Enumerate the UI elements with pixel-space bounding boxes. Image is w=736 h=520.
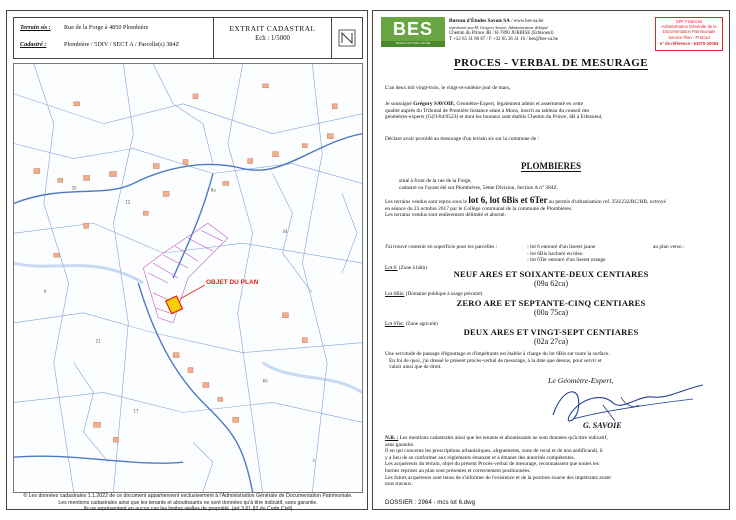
terrain-label: Terrain sis : xyxy=(20,24,51,31)
lot-6-code: (09a 62ca) xyxy=(534,279,568,288)
contenance-list xyxy=(527,244,605,264)
plan-label: OBJET DU PLAN xyxy=(206,279,259,286)
cadastral-footer xyxy=(13,493,363,513)
notes-text: y a lieu de se conformer aux règlements émanant et à émaner des autorités compétentes. xyxy=(385,454,575,461)
notes-text: Les futurs acquéreurs sont tenus de s'informer de l'existence et de la position exacte des impétrants avant xyxy=(385,474,611,481)
lots-text: Les terrains vendus sont entièrement délimité et aborné. xyxy=(385,212,506,219)
contenance-item: - lot 6 entouré d'un liseret jaune xyxy=(527,244,596,250)
stamp-line: SPF Finances xyxy=(675,19,703,24)
notes-text: bornes reprises au plan sont présentes et correctement positionnées. xyxy=(385,467,531,474)
svg-text:9: 9 xyxy=(43,288,47,294)
intro-text: Je soussigné xyxy=(385,101,414,107)
footer-line: Les mentions cadastrales ainsi que les tenants et aboutissants ne sont données qu'à titre indicatif, sans garantie. xyxy=(58,499,318,506)
stamp-line: Documentation Patrimoniale xyxy=(662,29,716,35)
stamp-line: Administration Générale de la xyxy=(661,24,717,30)
servitude-text: Une servitude de passage d'égouttage et d'impétrants est établie à charge du lot 6Bis sur toute la surface. xyxy=(385,351,610,357)
svg-text:35: 35 xyxy=(71,185,77,191)
servitude-paragraph xyxy=(385,351,610,371)
svg-text:8a: 8a xyxy=(210,187,216,193)
intro-text: , Géomètre-Expert, légalement admis et assermenté en cette xyxy=(453,101,583,107)
lot-label-text: Lot 6Bis: xyxy=(385,291,405,297)
signature-name: G. SAVOIE xyxy=(583,421,622,430)
bes-logo-subtitle: BUREAU D'ÉTUDES SAVOIE xyxy=(381,41,445,47)
cadastral-header xyxy=(13,17,363,59)
handwritten-signature xyxy=(543,375,713,431)
notes-text: sans garantie. xyxy=(385,441,415,448)
contenance-intro: J'ai trouvé contenir en superficie pour les parcelles : xyxy=(385,244,498,250)
lot-6ter-area: DEUX ARES ET VINGT-SEPT CENTIARES xyxy=(463,327,639,337)
spf-stamp xyxy=(655,17,723,51)
lot-6bis-code: (00a 75ca) xyxy=(534,308,568,317)
cadastral-extract-page xyxy=(6,10,368,513)
lots-text: Les terrains vendus sont repris sous le xyxy=(385,199,469,205)
north-arrow-icon xyxy=(332,18,362,58)
lot-zone: (Domaine publique à usage précaire) xyxy=(405,291,483,297)
lot-label-text: Lot 6Ter: xyxy=(385,321,405,327)
lots-text: au permis d'urbanisation ref. 256/232/RC/HB, octroyé xyxy=(547,199,666,205)
intro-paragraph xyxy=(385,101,603,121)
office-web: / www.bes-sa.be xyxy=(509,19,544,24)
notes-block xyxy=(385,435,611,488)
lot-6-area: NEUF ARES ET SOIXANTE-DEUX CENTIARES xyxy=(453,269,649,279)
commune-name xyxy=(373,161,729,171)
lots-highlight: lot 6, lot 6Bis et 6Ter xyxy=(468,195,548,205)
notes-text: Il en qui concerne les prescriptions urbanistiques, alignements, zone de recul et de non aedificandi, il xyxy=(385,448,603,455)
svg-text:12: 12 xyxy=(125,199,131,205)
servitude-text: En foi de quoi, j'ai dressé le présent procès-verbal de mesurage, à la date que dessus, pour servir et xyxy=(389,357,602,364)
extract-title: EXTRAIT CADASTRAL xyxy=(229,24,316,33)
commune-text: PLOMBIERES xyxy=(520,161,581,171)
footer-line: © Les données cadastrales 1.1.2022 de ce document appartiennent exclusivement à l'Administration Générale de Documentation Patrimoniale. xyxy=(23,493,353,499)
intro-text: qualité auprès du Tribunal de Première Instance séant à Mons, inscrit au tableau du conseil des xyxy=(385,107,590,114)
contenance-item: - lot 6Ter entouré d'un liseret orange xyxy=(527,257,606,264)
map-scale: Ech : 1/5000 xyxy=(255,35,290,42)
notes-text: tous travaux. xyxy=(385,481,413,488)
servitude-text: valoir ainsi que de droit. xyxy=(389,364,442,371)
svg-text:17: 17 xyxy=(133,408,139,414)
lot-6ter-code: (02a 27ca) xyxy=(534,337,568,346)
footer-line: Ils ne représentent en aucun cas les limites réelles de propriété. (art 3.61 §2 du Code Civil) xyxy=(83,506,293,513)
svg-text:21: 21 xyxy=(95,338,101,344)
lot-label-text: Lot 6: xyxy=(385,265,398,271)
lot-zone: (Zone agricole) xyxy=(405,321,438,327)
contenance-item: - lot 6Bis hachuré en bleu xyxy=(527,250,583,257)
terrain-value: Rue de la Forge à 4850 Plombière xyxy=(64,24,149,31)
map-drawing xyxy=(14,64,362,492)
document-title xyxy=(373,57,729,69)
location-paragraph xyxy=(399,178,558,191)
lots-text: en séance du 23 octobre 2017 par le Collège communal de la commune de Plombières. xyxy=(385,205,573,212)
document-title-text: PROCES - VERBAL DE MESURAGE xyxy=(454,57,648,69)
svg-text:3: 3 xyxy=(312,458,315,464)
svg-text:44: 44 xyxy=(282,229,288,235)
office-name: Bureau d'Études Savoie SA xyxy=(449,18,510,24)
cadastre-label: Cadastré : xyxy=(20,41,47,48)
svg-text:60: 60 xyxy=(262,378,268,384)
notes-text: Les mentions cadastrales ainsi que les tenants et aboutissants ne sont données qu'à titre indicatif, xyxy=(398,435,608,441)
office-address: Chemin du Prince 4B / B-7890 JURBISE (Erbisoeul) xyxy=(449,31,554,37)
location-text: cadastré ou l'ayant été sur Plombières, 5ème Division, Section A n° 384Z. xyxy=(399,184,559,191)
stamp-reference: n° de référence : 63070-10063 xyxy=(659,40,719,46)
stamp-line: Service Plan - PraCad xyxy=(668,34,710,40)
office-details xyxy=(449,18,558,43)
location-text: situé à front de la rue de la Forge, xyxy=(399,178,472,184)
declare-line: Déclare avoir procédé au mesurage d'un terrain sis sur la commune de : xyxy=(385,136,539,142)
lot-zone: (Zone à bâtir) xyxy=(398,265,428,271)
date-line: L'an deux mil vingt-trois, le vingt-et-unième jour de mars, xyxy=(385,85,511,91)
parcel-info xyxy=(14,18,214,58)
extract-title-box xyxy=(214,18,332,58)
contenance-plan: au plan verso : xyxy=(653,244,685,250)
notes-label: N.B. : xyxy=(385,435,399,441)
office-contact: T +32 65 31 80 87 / F +32 65 36 31 16 / bes@bes-sa.be xyxy=(449,37,558,43)
intro-text: géomètres-experts (G(O/04/0523) et dont les bureaux sont établis Chemin du Prince, 4B à Erbisoeul, xyxy=(385,114,603,121)
cadastral-map xyxy=(13,63,363,493)
lots-paragraph xyxy=(385,197,666,219)
lot-6bis-area: ZERO ARE ET SEPTANTE-CINQ CENTIARES xyxy=(456,298,646,308)
notes-text: Les acquéreurs du terrain, objet du présent Procès-verbal de mesurage, reconnaissent que toutes les xyxy=(385,461,599,468)
lot-6bis-label xyxy=(385,291,482,297)
signature-title: Le Géomètre-Expert, xyxy=(548,376,614,385)
dossier-reference: DOSSIER : 2964 - mcs lot 6.dwg xyxy=(385,499,476,506)
cadastre-value: Plombière / 5DIV / SECT A / Parcelle(s) 384Z xyxy=(64,41,180,48)
measurement-report-page xyxy=(372,10,730,510)
bes-logo: BES xyxy=(381,17,445,47)
office-subtitle: représenté par M. Grégory Savoie, Administrateur délégué xyxy=(449,25,548,31)
signer-name: Grégory SAVOIE xyxy=(413,101,454,107)
